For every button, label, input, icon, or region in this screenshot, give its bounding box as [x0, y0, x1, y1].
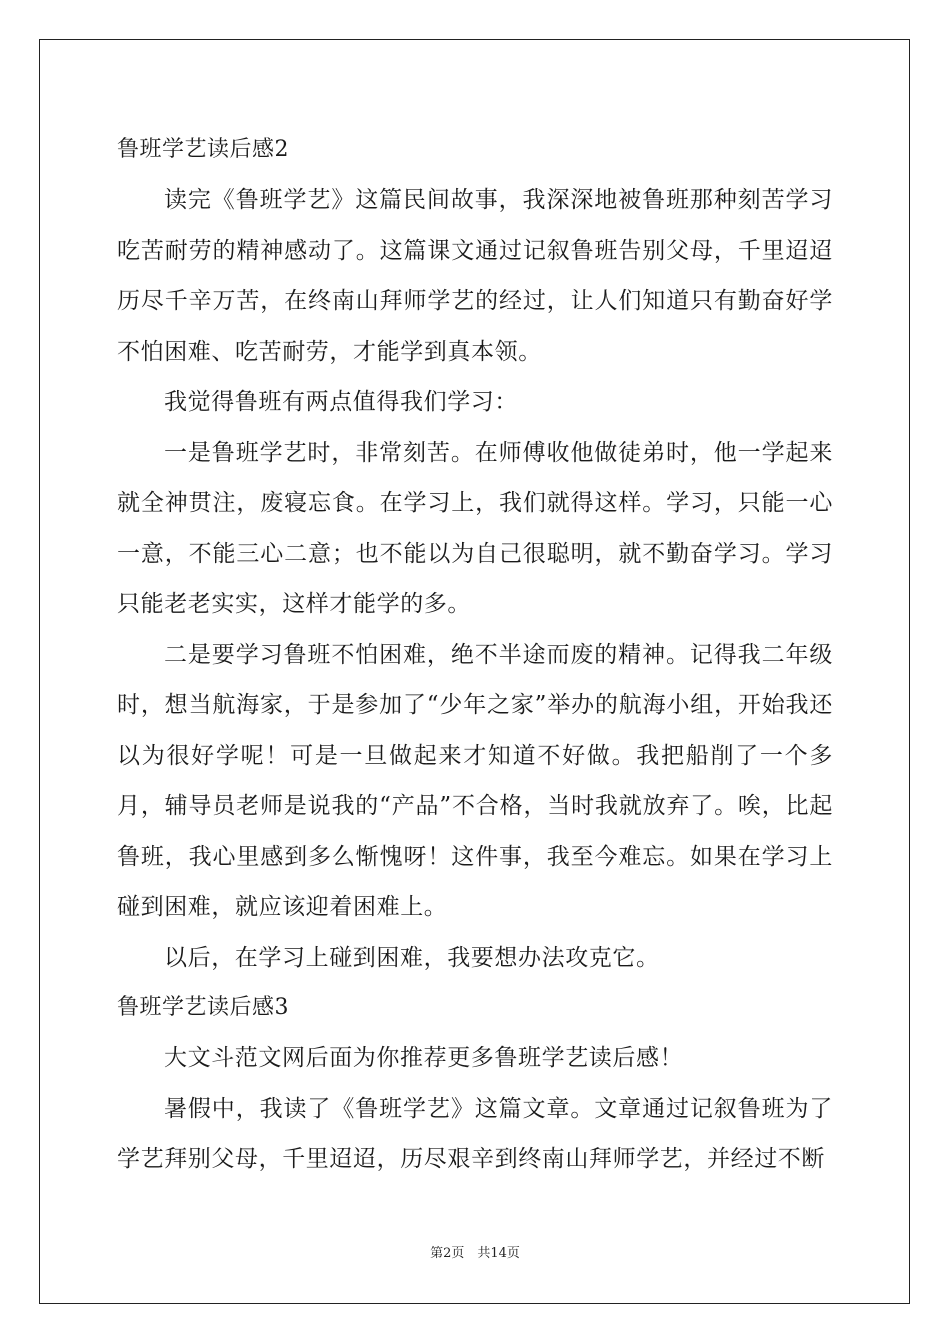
document-body [117, 125, 833, 1185]
section-essay-2 [117, 125, 833, 983]
paragraph: 以后，在学习上碰到困难，我要想办法攻克它。 [164, 944, 660, 971]
section-essay-3 [117, 983, 833, 1185]
section-heading: 鲁班学艺读后感2 [117, 137, 289, 162]
page-number-footer: 第2页 共14页 [430, 1246, 520, 1261]
section-heading: 鲁班学艺读后感3 [117, 995, 289, 1020]
paragraph: 暑假中，我读了《鲁班学艺》这篇文章。文章通过记叙鲁班为了学艺拜别父母，千里迢迢，历尽艰辛到终南山拜师学艺，并经过不断 [117, 1095, 833, 1172]
paragraph: 大文斗范文网后面为你推荐更多鲁班学艺读后感！ [164, 1045, 684, 1071]
paragraph: 读完《鲁班学艺》这篇民间故事，我深深地被鲁班那种刻苦学习吃苦耐劳的精神感动了。这篇课文通过记叙鲁班告别父母，千里迢迢历尽千辛万苦，在终南山拜师学艺的经过，让人们知道只有勤奋好学不怕困难、吃苦耐劳，才能学到真本领。 [117, 187, 833, 365]
paragraph: 我觉得鲁班有两点值得我们学习： [164, 389, 518, 415]
paragraph: 一是鲁班学艺时，非常刻苦。在师傅收他做徒弟时，他一学起来就全神贯注，废寝忘食。在学习上，我们就得这样。学习，只能一心一意，不能三心二意；也不能以为自己很聪明，就不勤奋学习。学习只能老老实实，这样才能学的多。 [117, 439, 833, 617]
paragraph: 二是要学习鲁班不怕困难，绝不半途而废的精神。记得我二年级时，想当航海家，于是参加了“少年之家”举办的航海小组，开始我还以为很好学呢！可是一旦做起来才知道不好做。我把船削了一个多月，辅导员老师是说我的“产品”不合格，当时我就放弃了。唉，比起鲁班，我心里感到多么惭愧呀！这件事，我至今难忘。如果在学习上碰到困难，就应该迎着困难上。 [117, 641, 833, 920]
